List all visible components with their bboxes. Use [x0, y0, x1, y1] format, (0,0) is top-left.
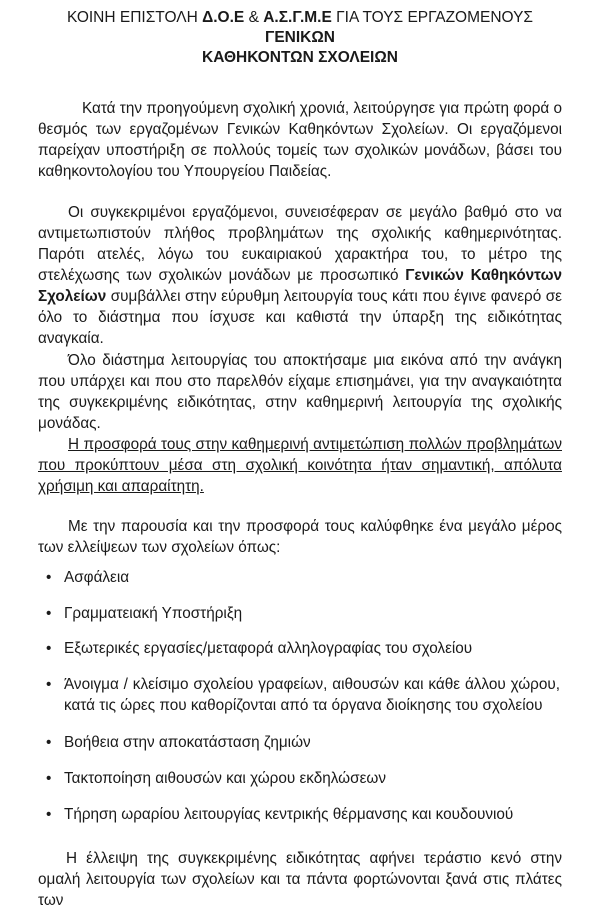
- title-ampersand: &: [244, 9, 264, 26]
- paragraph-1: Κατά την προηγούμενη σχολική χρονιά, λειτούργησε για πρώτη φορά ο θεσμός των εργαζομένων Γενικών Καθηκόντων Σχολείων. Οι εργαζόμενοι παρείχαν υποστήριξη σε πολλούς τομείς των σχολικών μονάδων, βάσει του καθηκοντολογίου του Υπουργείου Παιδείας.: [38, 100, 562, 180]
- title-asgme: Α.Σ.Γ.Μ.Ε: [263, 9, 332, 26]
- paragraph-4-underlined: Η προσφορά τους στην καθημερινή αντιμετώπιση πολλών προβλημάτων που προκύπτουν μέσα στη σχολική κοινότητα ήταν σημαντική, απόλυτα χρήσιμη και απαραίτητη.: [38, 436, 562, 495]
- document-title: [40, 8, 560, 68]
- bullet-icon: •: [46, 640, 52, 657]
- bullet-icon: •: [46, 605, 52, 622]
- paragraph-2-text-b: συμβάλλει στην εύρυθμη λειτουργία τους κάτι που έγινε φανερό σε όλο το διάστημα που ίσχυσε και καθιστά την ύπαρξη της ειδικότητας αναγκαία.: [38, 288, 562, 347]
- bullet-icon: •: [46, 569, 52, 586]
- paragraph-6: Η έλλειψη της συγκεκριμένης ειδικότητας αφήνει τεράστιο κενό στην ομαλή λειτουργία των σχολείων και τα πάντα φορτώνονται ξανά στις πλάτες των: [38, 850, 562, 909]
- bullet-icon: •: [46, 676, 52, 693]
- title-text: ΚΟΙΝΗ ΕΠΙΣΤΟΛΗ: [66, 9, 203, 26]
- bullet-icon: •: [46, 734, 52, 751]
- list-item-text: Γραμματειακή Υποστήριξη: [64, 605, 243, 622]
- list-item-text: Ασφάλεια: [64, 569, 130, 586]
- list-item-text: Άνοιγμα / κλείσιμο σχολείου γραφείων, αιθουσών και κάθε άλλου χώρου, κατά τις ώρες που καθορίζονται από τα όργανα διοίκησης του σχολείου: [64, 676, 560, 714]
- list-item-text: Τακτοποίηση αιθουσών και χώρου εκδηλώσεων: [64, 770, 386, 787]
- paragraph-5: Με την παρουσία και την προσφορά τους καλύφθηκε ένα μεγάλο μέρος των ελλείψεων των σχολείων όπως:: [38, 518, 562, 556]
- title-doe: Δ.Ο.Ε: [202, 9, 245, 26]
- title-genikon: ΓΕΝΙΚΩΝ: [265, 29, 335, 46]
- title-line-2: [40, 48, 560, 68]
- list-item-text: Βοήθεια στην αποκατάσταση ζημιών: [64, 734, 311, 751]
- bullet-icon: •: [46, 770, 52, 787]
- title-text: ΓΙΑ ΤΟΥΣ ΕΡΓΑΖΟΜΕΝΟΥΣ: [331, 9, 534, 26]
- list-item-text: Τήρηση ωραρίου λειτουργίας κεντρικής θέρμανσης και κουδουνιού: [64, 806, 514, 823]
- title-line-1: [40, 8, 560, 48]
- bullet-icon: •: [46, 806, 52, 823]
- title-kathikonton: ΚΑΘΗΚΟΝΤΩΝ ΣΧΟΛΕΙΩΝ: [202, 49, 398, 66]
- paragraph-2-bold: Γενικών Καθηκόντων Σχολείων: [38, 267, 563, 305]
- paragraph-2-text-a: Οι συγκεκριμένοι εργαζόμενοι, συνεισέφεραν σε μεγάλο βαθμό στο να αντιμετωπιστούν πλήθος προβλημάτων της σχολικής καθημερινότητας. Παρότι ατελές, λόγω του ευκαιριακού χαρακτήρα του, το μέτρο της στελέχωσης των σχολικών μονάδων με προσωπικό: [38, 204, 562, 284]
- paragraph-3: Όλο διάστημα λειτουργίας του αποκτήσαμε μια εικόνα από την ανάγκη που υπάρχει και που στο παρελθόν είχαμε επισημάνει, για την αναγκαιότητα της συγκεκριμένης ειδικότητας, στην καθημερινή λειτουργία της σχολικής μονάδας.: [38, 352, 562, 432]
- paragraph-2: [38, 202, 562, 349]
- list-item-text: Εξωτερικές εργασίες/μεταφορά αλληλογραφίας του σχολείου: [64, 640, 473, 657]
